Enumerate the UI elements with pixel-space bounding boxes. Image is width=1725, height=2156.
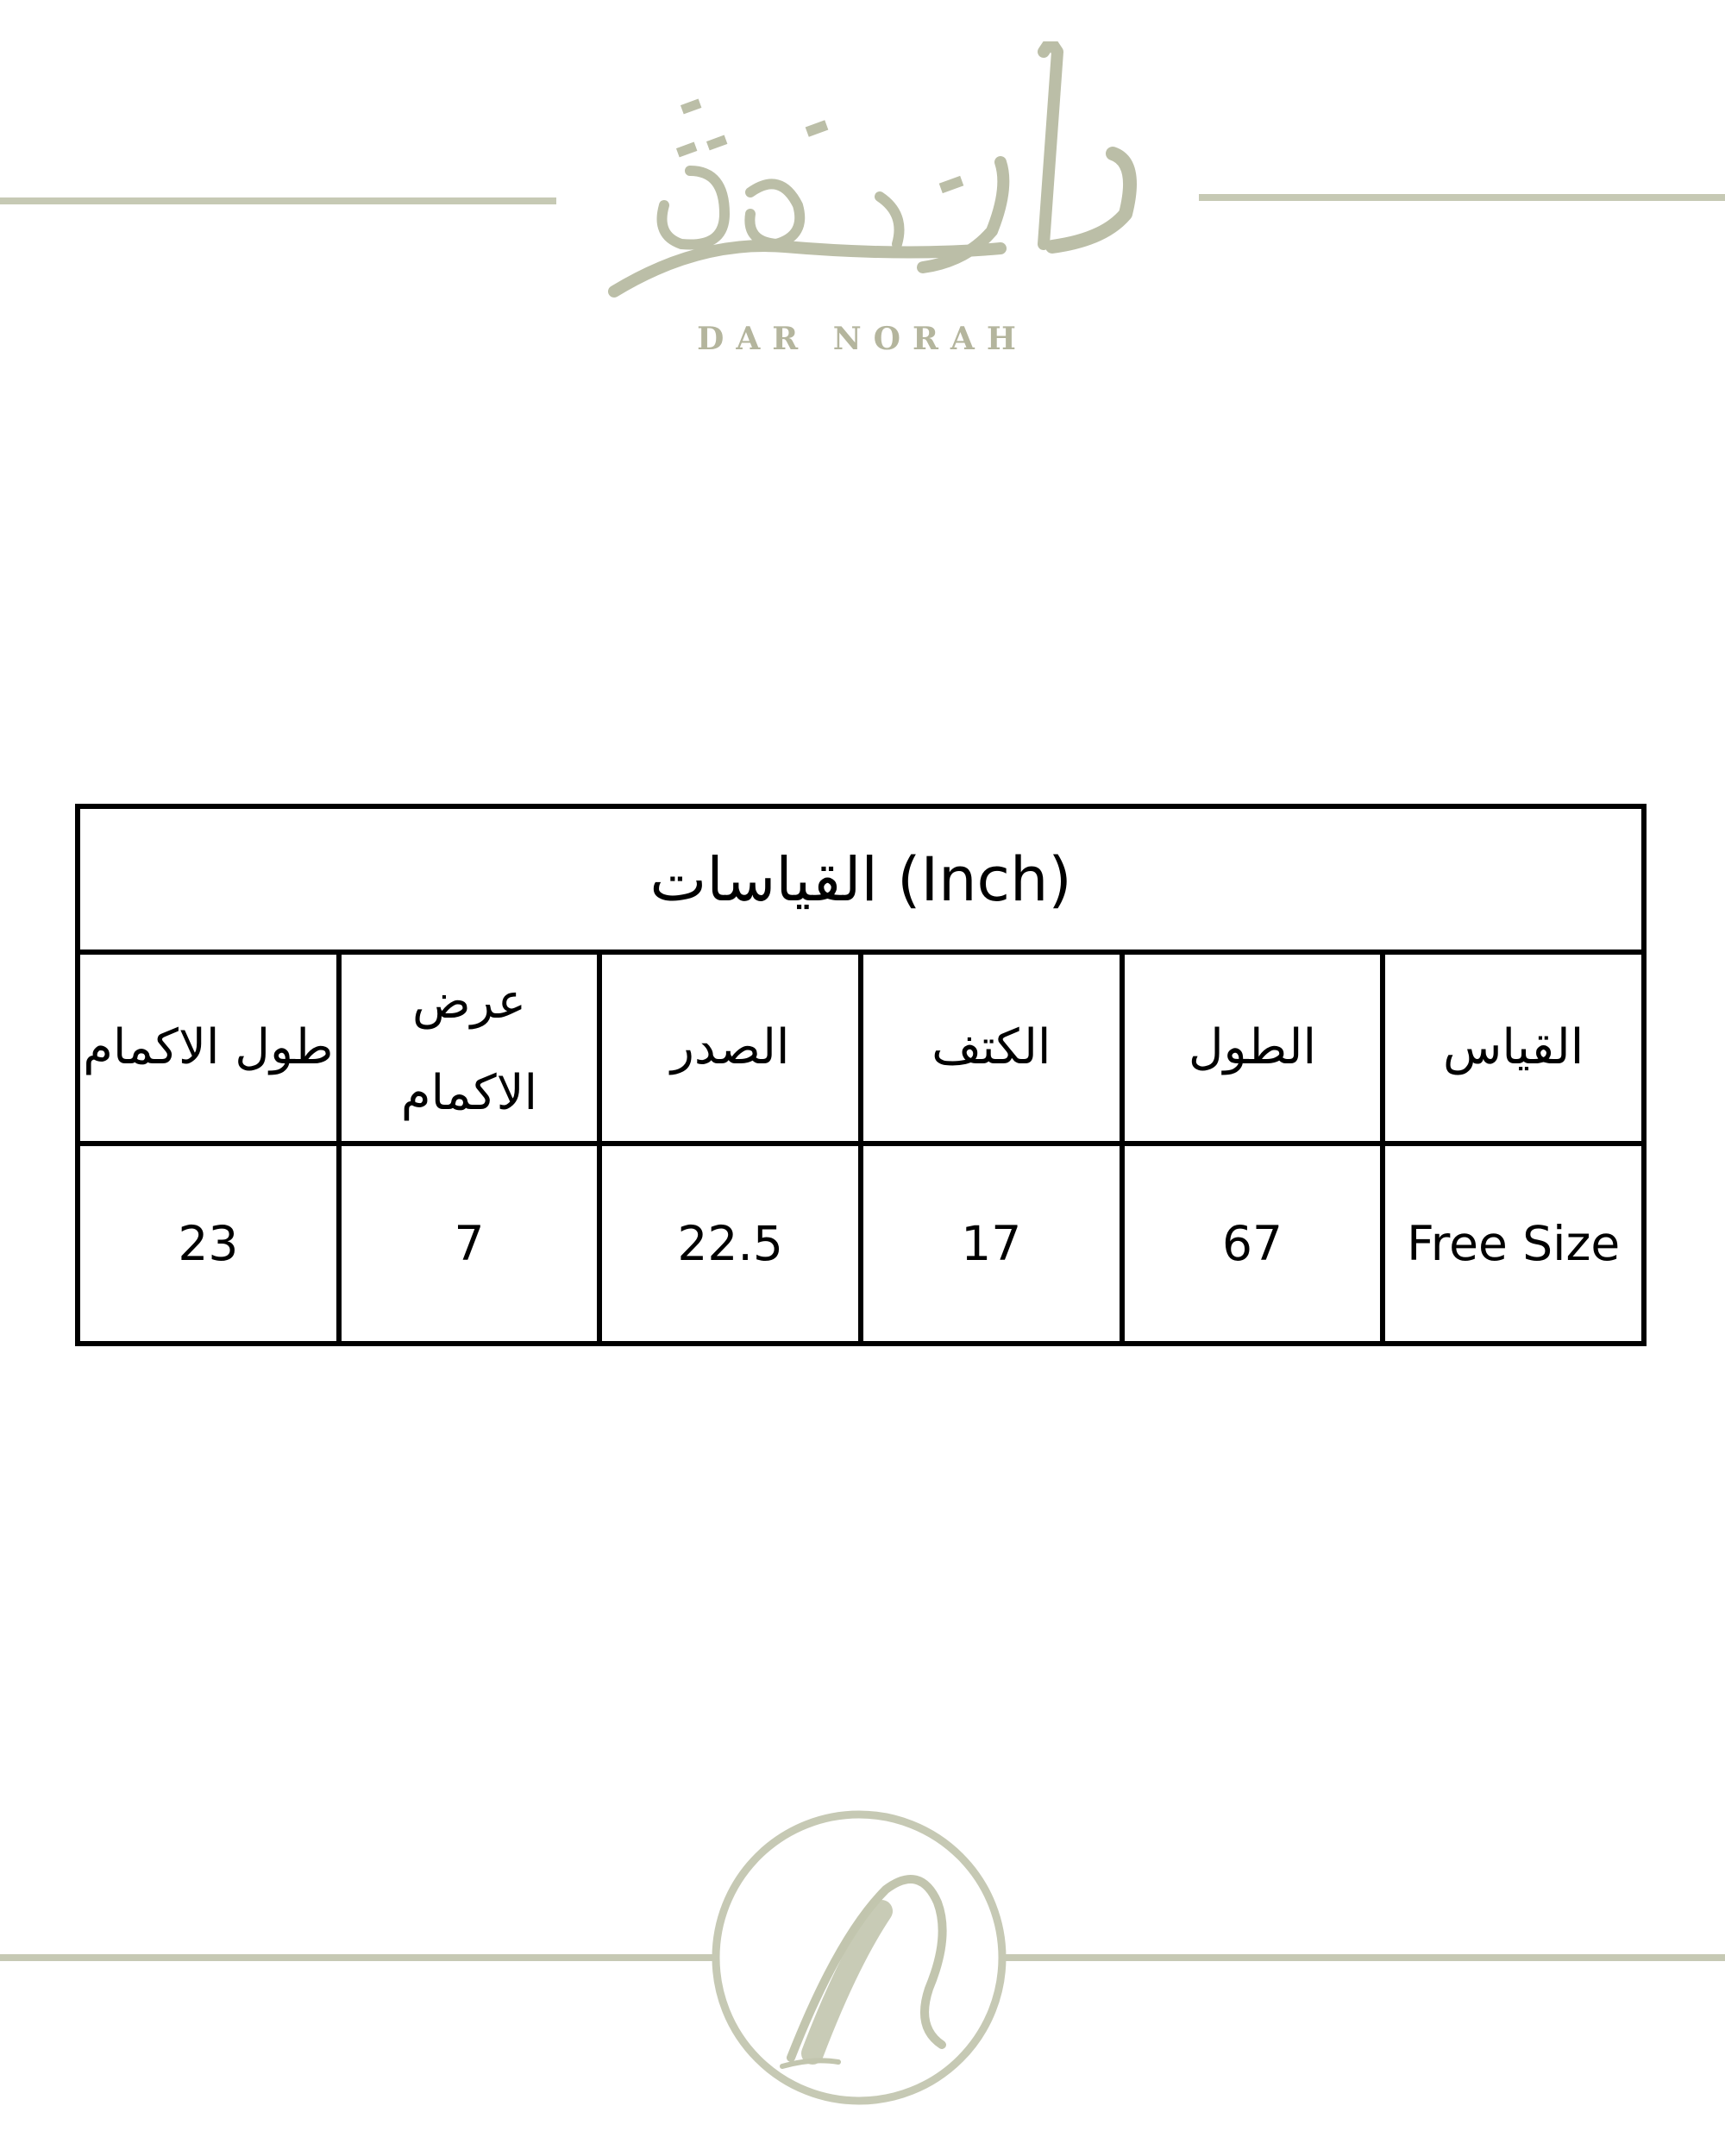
brand-name: DAR NORAH	[697, 321, 1028, 357]
calligraphy-wordmark-icon	[595, 41, 1147, 309]
table-cell: 22.5	[599, 1144, 861, 1344]
header-rule-right	[1199, 194, 1725, 201]
table-cell: Free Size	[1383, 1144, 1644, 1344]
table-header-row	[78, 952, 1644, 1144]
monogram-n-circle-icon	[709, 1808, 1009, 2108]
size-chart-table	[75, 804, 1647, 1346]
header-rule-left	[0, 197, 556, 204]
table-title: القياسات (Inch)	[78, 806, 1644, 952]
footer-rule-left	[0, 1954, 716, 1961]
column-header: طول الاكمام	[78, 952, 339, 1144]
table-cell: 23	[78, 1144, 339, 1344]
table-cell: 7	[339, 1144, 600, 1344]
table-title-row	[78, 806, 1644, 952]
table-cell: 67	[1122, 1144, 1383, 1344]
column-header: الكتف	[861, 952, 1122, 1144]
table-row	[78, 1144, 1644, 1344]
column-header: الطول	[1122, 952, 1383, 1144]
column-header: عرض الاكمام	[339, 952, 600, 1144]
table-cell: 17	[861, 1144, 1122, 1344]
column-header: القياس	[1383, 952, 1644, 1144]
footer-rule-right	[1000, 1954, 1725, 1961]
column-header: الصدر	[599, 952, 861, 1144]
